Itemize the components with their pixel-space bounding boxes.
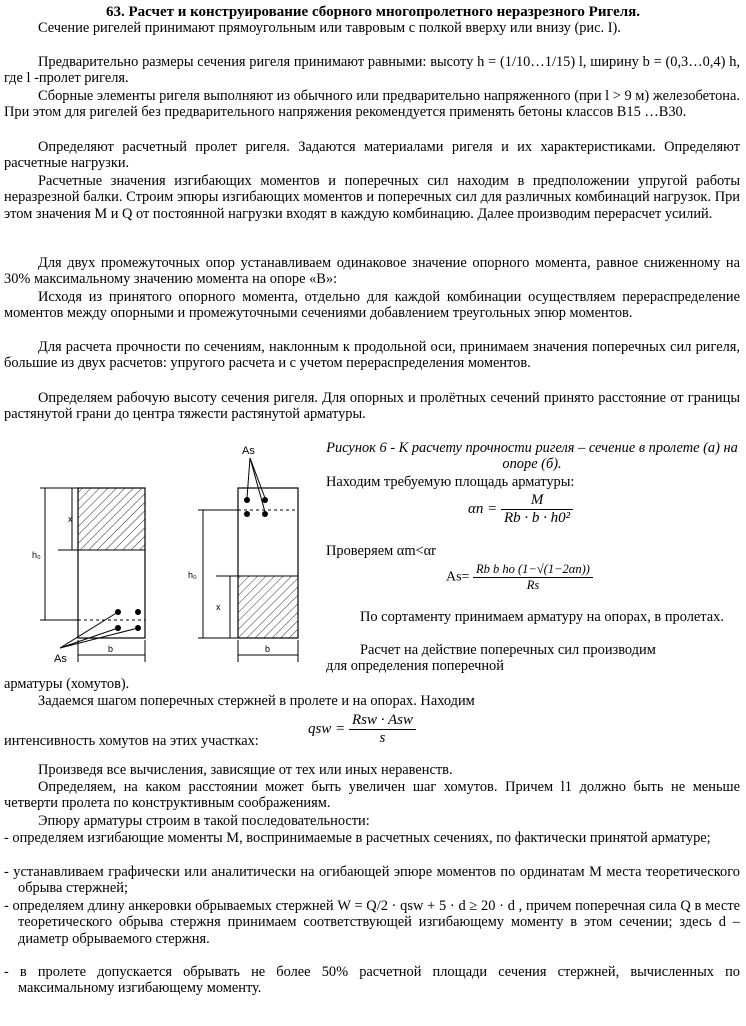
label-as-b: As [242,445,255,457]
list-item-3: - определяем длину анкеровки обрываемых стержней W = Q/2 · qsw + 5 · d ≥ 20 · d , причем поперечная сила Q в месте теоретического обрыва стержня принимаем соответствующей изгибающему моменту в этом сечении; здесь d – диаметр обрываемого стержня. [4,898,740,947]
as-denominator: Rs [526,578,540,592]
paragraph-5: Расчетные значения изгибающих моментов и поперечных сил находим в предположении упругой работы неразрезной балки. Строим эпюры изгибающих моментов и поперечных сил для различных комбинаций нагрузок. При этом значения М и Q от постоянной нагрузки входят в каждую комбинацию. Далее производим перерасчет усилий. [4,173,740,222]
qsw-numerator: Rsw · Asw [349,712,416,730]
as-lhs: As= [446,569,470,585]
label-as-a: As [54,653,67,665]
alpha-lhs: αn = [468,500,498,517]
paragraph-11b: интенсивность хомутов на этих участках: [4,733,259,749]
paragraph-7: Исходя из принятого опорного момента, отдельно для каждой комбинации осуществляем перераспределение моментов между опорными и промежуточными сечениями добавлением треугольных эпюр моментов. [4,289,740,322]
section-span [32,488,145,665]
paragraph-12: Произведя все вычисления, зависящие от тех или иных неравенств. [38,762,453,778]
paragraph-6: Для двух промежуточных опор устанавливаем одинаковое значение опорного момента, равное сниженному на 30% максимальному значению момента на опоре «В»: [4,255,740,288]
label-h0-b: h₀ [188,570,197,580]
paragraph-8: Для расчета прочности по сечениям, наклонным к продольной оси, принимаем значения поперечных сил ригеля, большие из двух расчетов: упругого расчета и с учетом перераспределения моментов. [4,339,740,372]
check-text: Проверяем αm<αr [326,543,436,559]
paragraph-4: Определяют расчетный пролет ригеля. Задаются материалами ригеля и их характеристиками. Определяют расчетные нагрузки. [4,139,740,172]
paragraph-14: Эпюру арматуры строим в такой последовательности: [38,813,370,829]
qsw-fraction [349,712,416,747]
paragraph-1: Сечение ригелей принимают прямоугольным или тавровым с полкой вверху или внизу (рис. I). [38,20,621,36]
label-h0-a: h₀ [32,550,41,560]
find-area-text: Находим требуемую площадь арматуры: [326,474,575,490]
section-title: 63. Расчет и конструирование сборного многопролетного неразрезного Ригеля. [105,4,641,20]
label-b-a: b [108,644,114,654]
as-fraction [473,562,593,593]
beam-section-figure [20,440,320,680]
section-support [188,445,298,662]
as-formula [446,562,593,593]
alpha-numerator: M [501,492,573,510]
paragraph-3: Сборные элементы ригеля выполняют из обычного или предварительно напряженного (при l > 9 м) железобетона. При этом для ригелей без предварительного напряжения рекомендуется применять бетоны классов В15 …В30. [4,88,740,121]
as-numerator: Rb b ho (1−√(1−2αn)) [473,562,593,578]
list-item-4: - в пролете допускается обрывать не более 50% расчетной площади сечения стержней, вычисленных по максимальному изгибающему моменту. [4,964,740,997]
alpha-denominator: Rb · b · h0² [504,510,571,526]
figure-caption: Рисунок 6 - К расчету прочности ригеля – сечение в пролете (а) на опоре (б). [326,440,738,472]
alpha-fraction [501,492,573,527]
paragraph-10: арматуры (хомутов). [4,676,130,692]
label-x-a: x [68,514,73,524]
qsw-lhs: qsw = [308,720,346,737]
shear-text: Расчет на действие поперечных сил производим для определения поперечной [326,642,656,675]
paragraph-9: Определяем рабочую высоту сечения ригеля. Для опорных и пролётных сечений принято расстояние от границы растянутой грани до центра тяжести растянутой арматуры. [4,390,740,423]
label-x-b: x [216,602,221,612]
qsw-denominator: s [379,730,386,746]
paragraph-2: Предварительно размеры сечения ригеля принимают равными: высоту h = (1/10…1/15) l, ширину b = (0,3…0,4) h, где l -пролет ригеля. [4,54,740,87]
list-item-2: - устанавливаем графически или аналитически на огибающей эпюре моментов по ординатам М места теоретического обрыва стержней; [4,864,740,897]
list-item-1: - определяем изгибающие моменты М, воспринимаемые в расчетных сечениях, по фактически принятой арматуре; [4,830,711,846]
label-b-b: b [265,644,271,654]
paragraph-11a: Задаемся шагом поперечных стержней в пролете и на опорах. Находим [38,693,475,709]
qsw-formula [308,712,416,747]
assortment-text: По сортаменту принимаем арматуру на опорах, в пролетах. [360,609,724,625]
alpha-formula [468,492,573,527]
paragraph-13: Определяем, на каком расстоянии может быть увеличен шаг хомутов. Причем l1 должно быть не меньше четверти пролета по конструктивным соображениям. [4,779,740,812]
